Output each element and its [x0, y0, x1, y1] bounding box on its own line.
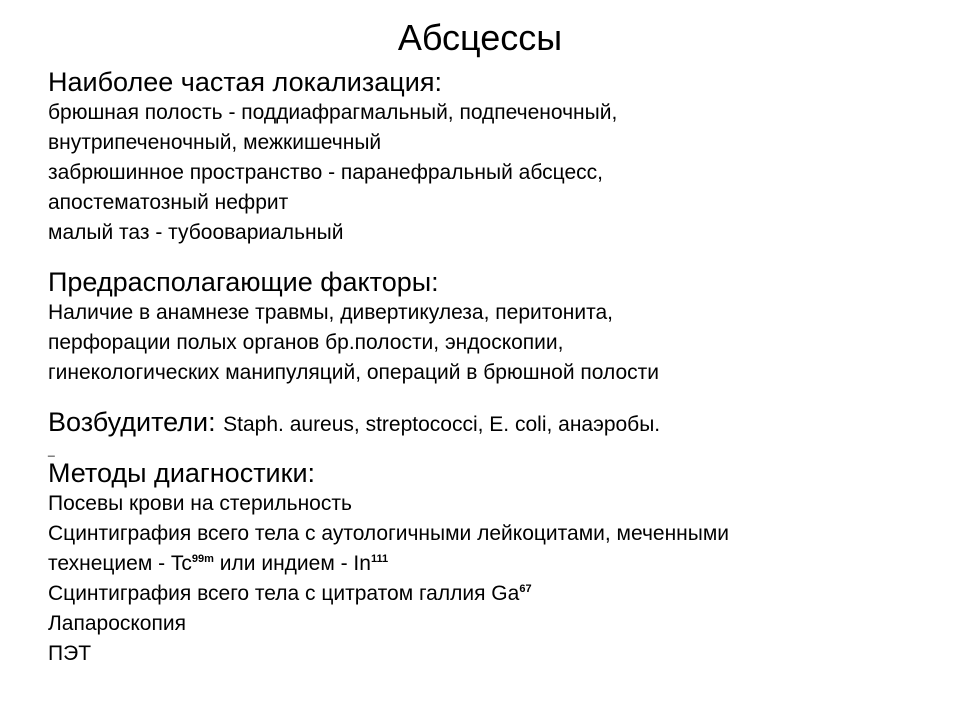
slide-content [48, 66, 938, 687]
pathogens-line [48, 406, 938, 441]
localization-line: малый таз - тубоовариальный [48, 221, 344, 244]
diagnostics-line-text: технецием - Tc [48, 552, 192, 575]
separator-mark: _ [48, 443, 55, 457]
localization-line: забрюшинное пространство - паранефральный абсцесс, [48, 161, 603, 184]
superscript: 99m [191, 553, 214, 565]
factors-line: перфорации полых органов бр.полости, эндоскопии, [48, 331, 564, 354]
diagnostics-line [48, 579, 938, 609]
diagnostics-line: ПЭТ [48, 642, 92, 665]
localization-line: апостематозный нефрит [48, 191, 289, 214]
superscript: 67 [519, 583, 532, 595]
localization-line: внутрипеченочный, межкишечный [48, 131, 382, 154]
localization-line: брюшная полость - поддиафрагмальный, подпеченочный, [48, 101, 618, 124]
factors-heading: Предрасполагающие факторы: [48, 267, 439, 297]
diagnostics-line: Сцинтиграфия всего тела с аутологичными лейкоцитами, меченными [48, 522, 730, 545]
diagnostics-line-text: Сцинтиграфия всего тела с цитратом галлия Ga [48, 582, 520, 605]
diagnostics-line: Посевы крови на стерильность [48, 492, 352, 515]
diagnostics-section [48, 457, 938, 669]
slide-title: Абсцессы [397, 17, 563, 58]
localization-heading: Наиболее частая локализация: [48, 67, 442, 97]
pathogens-heading: Возбудители: [48, 407, 216, 437]
factors-line: Наличие в анамнезе травмы, дивертикулеза, перитонита, [48, 301, 614, 324]
diagnostics-line [48, 549, 938, 579]
diagnostics-heading: Методы диагностики: [48, 458, 316, 488]
pathogens-text: Staph. aureus, streptococci, E. coli, анаэробы. [223, 413, 661, 436]
superscript: 111 [370, 553, 389, 565]
localization-section [48, 66, 938, 248]
pathogens-section [48, 406, 938, 441]
factors-section [48, 266, 938, 388]
factors-line: гинекологических манипуляций, операций в брюшной полости [48, 361, 660, 384]
diagnostics-line-text: или индием - In [213, 552, 371, 575]
diagnostics-line: Лапароскопия [48, 612, 186, 635]
